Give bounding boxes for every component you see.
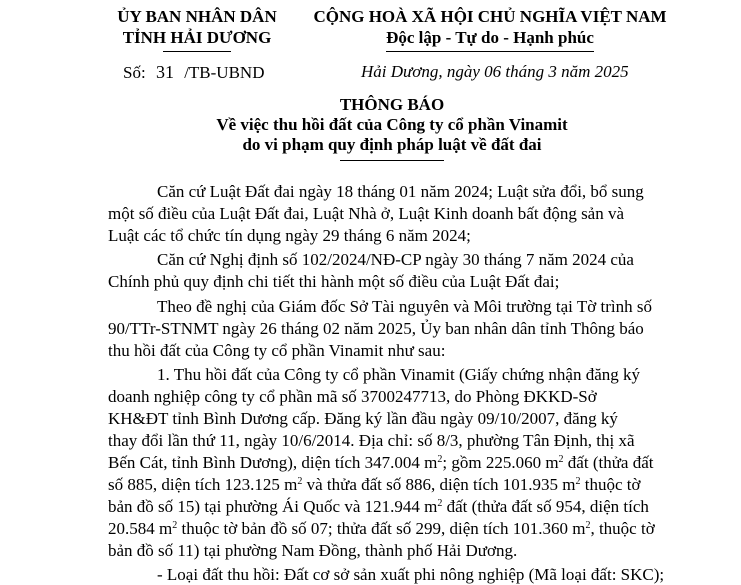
paragraph-line: Bến Cát, tỉnh Bình Dương), diện tích 347.004 $m^2$; gồm 225.060 $m^2$ đất (thửa đất (108, 453, 654, 472)
paragraph-line: doanh nghiệp công ty cổ phần mã số 3700247713, do Phòng ĐKKD-Sở (108, 387, 597, 406)
paragraph-line: Luật các tổ chức tín dụng ngày 29 tháng 6 năm 2024; (108, 226, 471, 245)
subject-line1: Về việc thu hồi đất của Công ty cổ phần Vinamit (216, 115, 568, 134)
paragraph-line: thu hồi đất của Công ty cổ phần Vinamit như sau: (108, 341, 446, 360)
paragraph-line: 1. Thu hồi đất của Công ty cổ phần Vinamit (Giấy chứng nhận đăng ký (157, 365, 641, 384)
paragraph-line: bản đồ số 11) tại phường Nam Đồng, thành phố Hải Dương. (108, 541, 518, 560)
document-number (123, 62, 264, 83)
number-value: 31 (155, 62, 174, 82)
paragraph-line: KH&ĐT tỉnh Bình Dương cấp. Đăng ký lần đầu ngày 09/10/2007, đăng ký (108, 409, 618, 428)
paragraph-line: thay đổi lần thứ 11, ngày 10/6/2014. Địa chỉ: số 8/3, phường Tân Định, thị xã (108, 431, 635, 450)
paragraph-line: - Loại đất thu hồi: Đất cơ sở sản xuất phi nông nghiệp (Mã loại đất: SKC); (157, 565, 665, 584)
agency-underline (163, 51, 231, 52)
agency-name-line2: TỈNH HẢI DƯƠNG (122, 28, 272, 47)
place-and-date: Hải Dương, ngày 06 tháng 3 năm 2025 (361, 62, 629, 81)
paragraph-line: một số điều của Luật Đất đai, Luật Nhà ở, Luật Kinh doanh bất động sản và (108, 204, 625, 223)
paragraph-line: số 885, diện tích 123.125 $m^2$ và thửa đất số 886, diện tích 101.935 $m^2$ thuộc tờ (108, 475, 641, 494)
paragraph-line: Căn cứ Luật Đất đai ngày 18 tháng 01 năm 2024; Luật sửa đổi, bổ sung (157, 182, 644, 201)
document-type: THÔNG BÁO (339, 95, 445, 114)
number-suffix: /TB-UBND (184, 63, 265, 82)
title-underline (340, 160, 444, 161)
national-motto: Độc lập - Tự do - Hạnh phúc (386, 28, 594, 47)
paragraph-line: bản đồ số 15) tại phường Ái Quốc và 121.944 $m^2$ đất (thửa đất số 954, diện tích (108, 497, 649, 516)
agency-name-line1: ỦY BAN NHÂN DÂN (117, 7, 277, 26)
republic-title: CỘNG HOÀ XÃ HỘI CHỦ NGHĨA VIỆT NAM (313, 7, 667, 26)
motto-underline (386, 51, 594, 52)
number-prefix: Số: (123, 63, 146, 82)
paragraph-line: Chính phủ quy định chi tiết thi hành một số điều của Luật Đất đai; (108, 272, 560, 291)
paragraph-line: Theo đề nghị của Giám đốc Sở Tài nguyên và Môi trường tại Tờ trình số (157, 297, 652, 316)
paragraph-line: 20.584 $m^2$ thuộc tờ bản đồ số 07; thửa đất số 299, diện tích 101.360 $m^2$, thuộc tờ (108, 519, 655, 538)
paragraph-line: 90/TTr-STNMT ngày 26 tháng 02 năm 2025, Ủy ban nhân dân tỉnh Thông báo (108, 319, 644, 338)
subject-line2: do vi phạm quy định pháp luật về đất đai (242, 135, 542, 154)
paragraph-line: Căn cứ Nghị định số 102/2024/NĐ-CP ngày 30 tháng 7 năm 2024 của (157, 250, 634, 269)
